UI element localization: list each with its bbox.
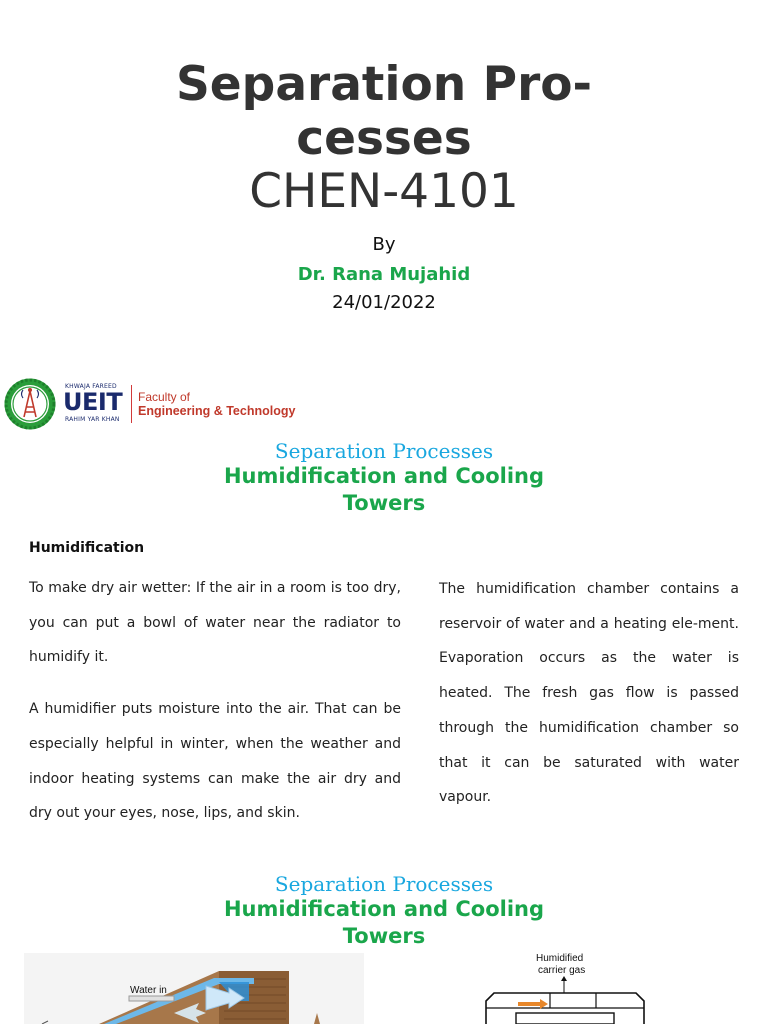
paragraph: The humidification chamber contains a reservoir of water and a heating ele-ment. Evaporation occurs as the water is heated. The fresh gas flow is passed through the humidification chamber so that it can be saturated with water vapour. [439,581,739,806]
section-kicker: Separation Processes [274,872,494,896]
paragraph: A humidifier puts moisture into the air. That can be especially helpful in winter, when the weather and indoor heating systems can make the air dry and dry out your eyes, nose, lips, and skin. [29,701,401,822]
logo-brand-bottom: RAHIM YAR KHAN [65,416,120,423]
author-name: Dr. Rana Mujahid [297,264,471,285]
figure-label: Humidified [536,953,584,964]
logo-brand-name: UEIT [63,388,123,416]
logo-faculty-of: Faculty of [138,390,191,404]
section-title: Humidification and Cooling Towers [223,897,545,948]
cooling-tower-figure [24,953,364,1024]
course-code: CHEN-4101 [249,164,519,219]
figure-label: Water in [130,985,167,996]
document-title: Separation Pro- cesses [175,57,593,166]
cooling-tower-illustration [24,953,364,1024]
by-label: By [372,234,396,255]
logo-divider [131,385,132,423]
logo-faculty-name: Engineering & Technology [138,404,296,418]
left-column [29,571,401,831]
humidifier-chamber-diagram [470,953,660,1024]
subsection-heading: Humidification [29,540,145,556]
university-logo [3,377,303,431]
university-seal-icon [3,377,57,431]
figure-label: carrier gas [538,965,586,976]
right-column [439,572,739,815]
section-kicker: Separation Processes [274,439,494,463]
document-date: 24/01/2022 [332,292,436,313]
section-header-2 [0,872,768,950]
section-title: Humidification and Cooling Towers [223,464,545,515]
humidifier-chamber-figure [470,953,660,1024]
logo-brand-top: KHWAJA FAREED [65,383,117,390]
section-header-1 [0,439,768,517]
title-slide [0,58,768,314]
paragraph: To make dry air wetter: If the air in a room is too dry, you can put a bowl of water near the radiator to humidify it. [29,580,401,666]
